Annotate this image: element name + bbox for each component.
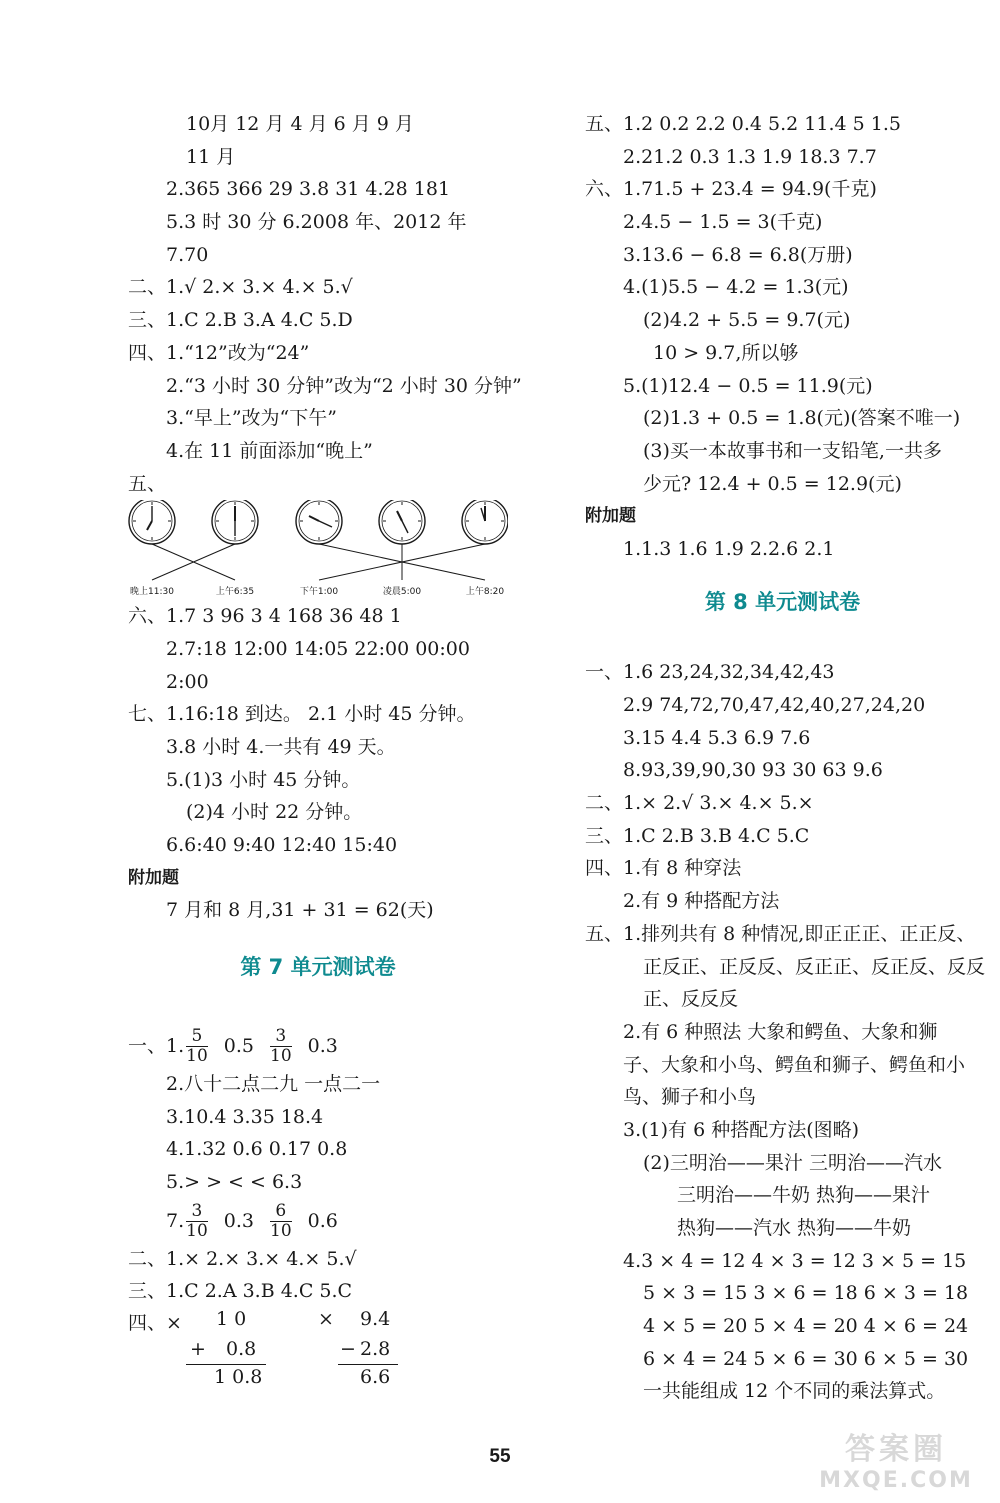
- section-6: 六、1.71.5 + 23.4 = 94.9(千克): [585, 178, 877, 201]
- answer-line: 2.“3 小时 30 分钟”改为“2 小时 30 分钟”: [166, 374, 522, 397]
- fraction: $\frac{3}{10}$: [186, 1201, 208, 1242]
- answer-line: 4 × 5 = 20 5 × 4 = 20 4 × 6 = 24: [643, 1315, 969, 1338]
- u7-section-1-line-1: 一、1. $\frac{5}{10}$ 0.5 $\frac{3}{10}$ 0.3: [128, 1026, 338, 1067]
- answer-line: 鸟、狮子和小鸟: [623, 1086, 757, 1109]
- answer-line: 2.4.5 − 1.5 = 3(千克): [623, 211, 823, 234]
- u8-section-1: 一、1.6 23,24,32,34,42,43: [585, 661, 835, 684]
- page-number: 55: [489, 1446, 511, 1467]
- answer-line: 7. $\frac{3}{10}$ 0.3 $\frac{6}{10}$ 0.6: [166, 1201, 338, 1242]
- calc-operator: +: [190, 1337, 206, 1360]
- answer-line: 正反正、正反反、反正正、反正反、反反: [643, 955, 986, 978]
- answer-line: 3.8 小时 4.一共有 49 天。: [166, 736, 396, 758]
- answer-line: 2.八十二点二九 一点二一: [166, 1072, 381, 1095]
- answer-line: 5.(1)3 小时 45 分钟。: [166, 768, 361, 791]
- fraction: $\frac{6}{10}$: [270, 1201, 292, 1242]
- u8-section-3: 三、1.C 2.B 3.B 4.C 5.C: [585, 824, 810, 847]
- answer-line: (2)三明治——果汁 三明治——汽水: [643, 1151, 942, 1174]
- watermark-text: 答案圈: [845, 1432, 947, 1467]
- answer-line: (2)1.3 + 0.5 = 1.8(元)(答案不唯一): [643, 407, 961, 430]
- answer-line: 3.15 4.4 5.3 6.9 7.6: [623, 726, 811, 749]
- clock-matching-figure: [128, 500, 508, 600]
- bonus-title: 附加题: [585, 506, 636, 527]
- answer-line: 2.有 9 种搭配方法: [623, 890, 780, 913]
- answer-line: 5 × 3 = 15 3 × 6 = 18 6 × 3 = 18: [643, 1282, 969, 1305]
- section-7: 七、1.16:18 到达。 2.1 小时 45 分钟。: [128, 703, 476, 726]
- answer-line: 7.70: [166, 243, 209, 266]
- answer-line: 5.(1)12.4 − 0.5 = 11.9(元): [623, 374, 873, 397]
- clock-label: 上午6:35: [215, 587, 255, 598]
- section-3: 三、1.C 2.B 3.A 4.C 5.D: [128, 309, 353, 332]
- calc-result: 6.6: [360, 1365, 391, 1388]
- unit-7-title: 第 7 单元测试卷: [240, 955, 396, 980]
- answer-line: 2.21.2 0.3 1.3 1.9 18.3 7.7: [623, 145, 877, 168]
- answer-line: 2.有 6 种照法 大象和鳄鱼、大象和狮: [623, 1020, 938, 1043]
- answer-line: 6 × 4 = 24 5 × 6 = 30 6 × 5 = 30: [643, 1347, 969, 1370]
- watermark: [806, 1424, 986, 1493]
- calc-rule: [186, 1364, 266, 1365]
- answer-line: 子、大象和小鸟、鳄鱼和狮子、鳄鱼和小: [623, 1053, 966, 1076]
- answer-line: 11 月: [186, 145, 236, 168]
- section-4: 四、1.“12”改为“24”: [128, 341, 310, 364]
- left-column: [128, 108, 522, 1388]
- section-2: 二、1.√ 2.× 3.× 4.× 5.√: [128, 276, 353, 299]
- answer-line: 2:00: [166, 670, 209, 693]
- answer-line: 6.6:40 9:40 12:40 15:40: [166, 834, 398, 857]
- clock-label: 上午8:20: [465, 587, 505, 598]
- answer-line: 3.(1)有 6 种搭配方法(图略): [623, 1118, 860, 1141]
- vertical-calculation: [128, 1308, 508, 1388]
- answer-line: 10 > 9.7,所以够: [653, 341, 799, 364]
- answer-line: 4.3 × 4 = 12 4 × 3 = 12 3 × 5 = 15: [623, 1249, 967, 1272]
- clock-matching-svg: [128, 500, 508, 600]
- answer-line: (2)4 小时 22 分钟。: [186, 801, 363, 824]
- answer-line: 三明治——牛奶 热狗——果汁: [677, 1184, 931, 1207]
- u8-section-5: 五、1.排列共有 8 种情况,即正正正、正正反、: [585, 922, 976, 945]
- u8-section-2: 二、1.× 2.√ 3.× 4.× 5.×: [585, 792, 814, 815]
- answer-line: 一共能组成 12 个不同的乘法算式。: [643, 1380, 946, 1403]
- calc-operator: −: [340, 1337, 356, 1360]
- calc-operand: 9.4: [360, 1307, 391, 1330]
- u7-prefix: 一、1.: [128, 1034, 185, 1057]
- answer-line: 2.9 74,72,70,47,42,40,27,24,20: [623, 694, 926, 716]
- answer-line: 10月 12 月 4 月 6 月 9 月: [186, 113, 414, 135]
- bonus-title: 附加题: [128, 867, 179, 888]
- u7-section-4-prefix: 四、×: [128, 1311, 182, 1334]
- answer-line: 8.93,39,90,30 93 30 63 9.6: [623, 759, 883, 782]
- clock-label: 凌晨5:00: [382, 587, 422, 598]
- section-6: 六、1.7 3 96 3 4 168 36 48 1: [128, 605, 402, 628]
- answer-line: 4.在 11 前面添加“晚上”: [166, 439, 373, 462]
- calc-rule: [338, 1364, 398, 1365]
- calc-operand: 2.8: [360, 1337, 391, 1360]
- answer-line: 3.13.6 − 6.8 = 6.8(万册): [623, 243, 853, 266]
- calc-operand: 1 0: [216, 1307, 247, 1330]
- fraction: $\frac{5}{10}$: [186, 1026, 208, 1067]
- answer-line: 2.7:18 12:00 14:05 22:00 00:00: [166, 637, 470, 660]
- answer-line: 热狗——汽水 热狗——牛奶: [677, 1217, 912, 1239]
- fraction: $\frac{3}{10}$: [270, 1026, 292, 1067]
- answer-line: 4.1.32 0.6 0.17 0.8: [166, 1138, 348, 1161]
- answer-line: 5.> > < < 6.3: [166, 1170, 303, 1193]
- u7-section-2: 二、1.× 2.× 3.× 4.× 5.√: [128, 1247, 357, 1270]
- section-5: 五、: [128, 472, 167, 495]
- unit-8-title: 第 8 单元测试卷: [704, 589, 861, 614]
- answer-line: 2.365 366 29 3.8 31 4.28 181: [166, 178, 451, 201]
- answer-line: 1.1.3 1.6 1.9 2.2.6 2.1: [623, 537, 835, 560]
- answer-line: (3)买一本故事书和一支铅笔,一共多: [643, 439, 942, 462]
- u8-section-4: 四、1.有 8 种穿法: [585, 857, 742, 880]
- answer-line: 4.(1)5.5 − 4.2 = 1.3(元): [623, 276, 849, 299]
- answer-line: (2)4.2 + 5.5 = 9.7(元): [643, 309, 851, 332]
- answer-line: 5.3 时 30 分 6.2008 年、2012 年: [166, 211, 467, 234]
- clock-label: 下午1:00: [299, 587, 339, 598]
- u7-section-3: 三、1.C 2.A 3.B 4.C 5.C: [128, 1280, 353, 1303]
- answer-line: 正、反反反: [643, 988, 739, 1011]
- calc-prefix: ×: [318, 1307, 334, 1330]
- section-5: 五、1.2 0.2 2.2 0.4 5.2 11.4 5 1.5: [585, 113, 901, 135]
- right-column: [585, 108, 986, 1408]
- answer-line: 7 月和 8 月,31 + 31 = 62(天): [166, 899, 434, 922]
- calc-result: 1 0.8: [214, 1365, 263, 1388]
- clock-label: 晚上11:30: [130, 587, 174, 598]
- calc-operand: 0.8: [226, 1337, 257, 1360]
- watermark-url: MXQE.COM: [819, 1468, 973, 1493]
- answer-line: 3.“早上”改为“下午”: [166, 407, 337, 430]
- answer-line: 少元? 12.4 + 0.5 = 12.9(元): [643, 472, 902, 495]
- answer-line: 3.10.4 3.35 18.4: [166, 1105, 324, 1128]
